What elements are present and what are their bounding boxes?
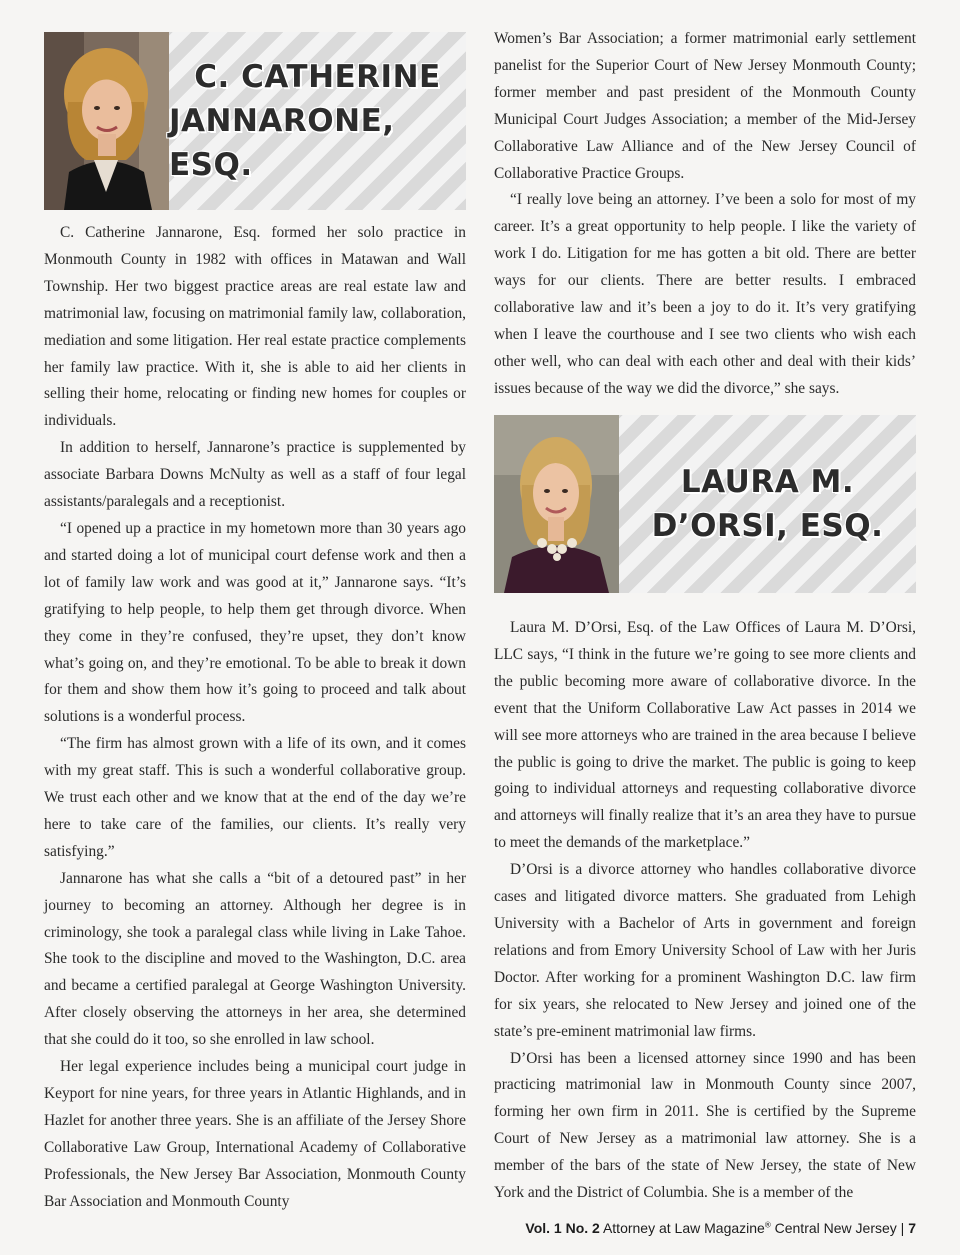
paragraph: “I opened up a practice in my hometown more than 30 years ago and started doing a lot of municipal court defense work and then a lot of family law work and was good at it,” Jannarone says. “It’s gratifying to help people, to help them get through divorce. When they come in they’re confused, they’re upset, they don’t know what’s going on, and they’re emotional. To be able to break it down for them and show them how it’s going to proceed and talk about solutions is a wonderful process. <box>44 519 466 726</box>
jannarone-article-body <box>44 220 466 1216</box>
jannarone-name-line-1: C. CATHERINE <box>194 59 441 95</box>
magazine-name: Attorney at Law Magazine <box>602 1220 765 1236</box>
paragraph: “The firm has almost grown with a life of its own, and it comes with my great staff. This is such a wonderful collaborative group. We trust each other and we know that at the end of the day we’re here to take care of the families, our clients. It’s really very satisfying.” <box>44 735 466 860</box>
dorsi-photo <box>494 415 619 593</box>
region-name: Central New Jersey <box>774 1220 897 1236</box>
dorsi-name-line-2: D’ORSI, ESQ. <box>651 508 884 544</box>
jannarone-name-box <box>169 32 466 210</box>
paragraph: D’Orsi is a divorce attorney who handles collaborative divorce cases and litigated divorce matters. She graduated from Lehigh University with a Bachelor of Arts in government and foreign relations and from Emory University School of Law with her Juris Doctor. After working for a prominent Washington D.C. law firm for six years, she relocated to New Jersey and joined one of the state’s pre-eminent matrimonial law firms. <box>494 861 916 1040</box>
paragraph: “I really love being an attorney. I’ve been a solo for most of my career. It’s a great opportunity to help people. I like the variety of work I do. Litigation for me has gotten a bit old. There are better ways for our clients. There are better results. I embraced collaborative law and it’s been a joy to do it. It’s very gratifying when I leave the courthouse and I see two clients who wish each other well, who can deal with each other and deal with their kids’ issues because of the way we did the divorce,” she says. <box>494 191 916 397</box>
paragraph: Jannarone has what she calls a “bit of a detoured past” in her journey to becoming an attorney. Although her degree is in criminology, she took a paralegal class while living in Lake Tahoe. She took to the discipline and moved to the Washington, D.C. area and became a certified paralegal at George Washington University. After closely observing the attorneys in her area, she determined that she could do it too, so she enrolled in law school. <box>44 869 466 1049</box>
paragraph: Laura M. D’Orsi, Esq. of the Law Offices of Laura M. D’Orsi, LLC says, “I think in the future we’re going to see more clients and the public becoming more aware of collaborative divorce. In the event that the Uniform Collaborative Law Act passes in 2014 we will see more attorneys who are trained in the area because I believe the public is going to drive the market. The public is going to keep going to individual attorneys and requesting collaborative divorce and attorneys will finally realize that it’s an area they have to pursue to meet the demands of the marketplace.” <box>494 619 916 852</box>
footer-separator: | <box>900 1220 905 1236</box>
paragraph: Women’s Bar Association; a former matrimonial early settlement panelist for the Superior Court of New Jersey Monmouth County; former member and past president of the Monmouth County Municipal Court Judges Association; a member of the Mid-Jersey Collaborative Law Alliance and of the New Jersey Council of Collaborative Practice Groups. <box>494 30 916 182</box>
page-footer <box>525 1220 916 1236</box>
paragraph: C. Catherine Jannarone, Esq. formed her solo practice in Monmouth County in 1982 with offices in Matawan and Wall Township. Her two biggest practice areas are real estate law and matrimonial law, focusing on matrimonial family law, collaboration, mediation and some litigation. Her real estate practice complements her family law practice. With it, she is able to aid her clients in selling their home, relocating or finding new homes for couples or individuals. <box>44 224 466 430</box>
page-number: 7 <box>908 1220 916 1236</box>
dorsi-profile-header <box>494 415 916 593</box>
dorsi-article-body <box>494 615 916 1207</box>
jannarone-photo <box>44 32 169 210</box>
jannarone-article-continued <box>494 26 916 403</box>
paragraph: D’Orsi has been a licensed attorney since 1990 and has been practicing matrimonial law in Monmouth County since 2007, forming her own firm in 2011. She is certified by the Supreme Court of New Jersey as a matrimonial law attorney. She is a member of the bars of the state of New Jersey, the state of New York and the District of Columbia. She is a member of the <box>494 1049 916 1202</box>
jannarone-name-line-2: JANNARONE, ESQ. <box>169 103 395 183</box>
dorsi-name-line-1: LAURA M. <box>680 464 855 500</box>
registered-mark: ® <box>764 1220 771 1230</box>
issue-label: Vol. 1 No. 2 <box>525 1220 600 1236</box>
paragraph: In addition to herself, Jannarone’s practice is supplemented by associate Barbara Downs McNulty as well as a staff of four legal assistants/paralegals and a receptionist. <box>44 439 466 511</box>
jannarone-profile-header <box>44 32 466 210</box>
dorsi-name-box <box>619 415 916 593</box>
paragraph: Her legal experience includes being a municipal court judge in Keyport for nine years, for three years in Atlantic Highlands, and in Hazlet for another three years. She is an affiliate of the Jersey Shore Collaborative Law Group, International Academy of Collaborative Professionals, the New Jersey Bar Association, Monmouth County Bar Association and Monmouth County <box>44 1058 466 1210</box>
